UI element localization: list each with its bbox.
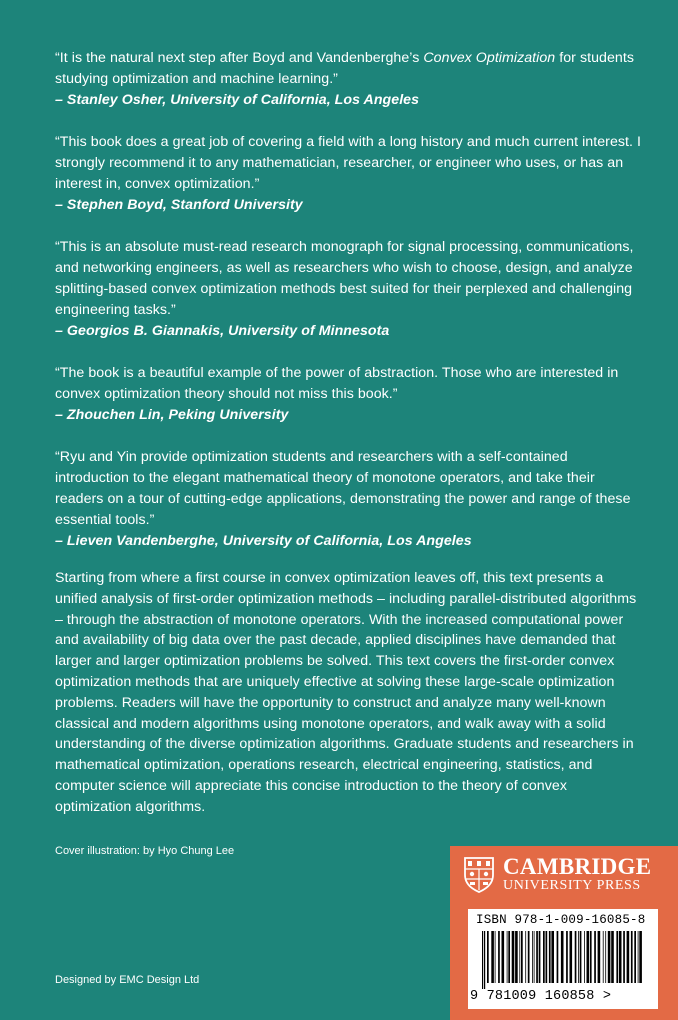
endorsements [55, 48, 645, 573]
barcode-bar [502, 931, 505, 983]
barcode-bar [519, 931, 520, 983]
endorsement-text: “The book is a beautiful example of the power of abstraction. Those who are interested in convex optimization theory should not miss this book.” [55, 365, 619, 402]
barcode-bar [627, 931, 630, 983]
barcode-bar [557, 931, 559, 983]
isbn-barcode [468, 909, 658, 1009]
barcode-bar [619, 931, 622, 983]
endorsement-vandenberghe [55, 447, 645, 552]
endorsement-author: – Stephen Boyd, Stanford University [55, 197, 303, 213]
design-credit: Designed by EMC Design Ltd [55, 974, 200, 986]
isbn-label: ISBN 978-1-009-16085-8 [476, 913, 646, 927]
barcode-bar [508, 931, 510, 983]
endorsement-text: “This book does a great job of covering a field with a long history and much current interest. I strongly recommend it to any mathematician, researcher, or engineer who uses, or has an interest in, convex optimization.” [55, 134, 642, 192]
endorsement-text: “Ryu and Yin provide optimization students and researchers with a self-contained introduction to the elegant mathematical theory of monotone operators, and take their readers on a tour of cutting-edge applications, demonstrating the power and range of these essential tools.” [55, 449, 631, 528]
endorsement-author: – Georgios B. Giannakis, University of Minnesota [55, 323, 390, 339]
endorsement-author: – Stanley Osher, University of California, Los Angeles [55, 92, 420, 108]
barcode-bar [515, 931, 518, 983]
barcode-bar [539, 931, 541, 983]
barcode-bar [532, 931, 533, 983]
barcode-bar [566, 931, 568, 983]
barcode-bar [639, 931, 642, 983]
barcode-bar [598, 931, 601, 983]
barcode-bar [578, 931, 579, 983]
barcode-bar [498, 931, 500, 983]
endorsement-boyd [55, 132, 645, 216]
barcode-bar [549, 931, 551, 983]
barcode-bar [608, 931, 611, 983]
endorsement-osher [55, 48, 645, 111]
barcode-bar [561, 931, 564, 983]
publisher-name: CAMBRIDGE [503, 854, 652, 879]
barcode-bar [623, 931, 625, 983]
barcode-bar [587, 931, 590, 983]
endorsement-author: – Lieven Vandenberghe, University of California, Los Angeles [55, 533, 472, 549]
barcode-bar [551, 931, 554, 983]
barcode-bars [480, 931, 646, 989]
endorsement-text: “This is an absolute must-read research monograph for signal processing, communications, and networking engineers, as well as researchers who wish to choose, design, and analyze splitting-based convex optimization methods best suited for their perplexed and challenging engineering tasks.” [55, 239, 634, 318]
endorsement-author: – Zhouchen Lin, Peking University [55, 407, 289, 423]
barcode-bar [536, 931, 538, 983]
barcode-bar [487, 931, 489, 983]
barcode-digits: 9 781009 160858 > [470, 989, 612, 1004]
barcode-bar [482, 931, 483, 989]
endorsement-giannakis [55, 237, 645, 342]
endorsement-lin [55, 363, 645, 426]
barcode-bar [512, 931, 515, 983]
book-title-reference: Convex Optimization [423, 50, 556, 66]
barcode-bar [528, 931, 530, 983]
barcode-bar [495, 931, 496, 983]
illustration-credit: Cover illustration: by Hyo Chung Lee [55, 845, 235, 857]
barcode-bar [638, 931, 639, 983]
barcode-bar [575, 931, 577, 983]
barcode-bar [507, 931, 508, 983]
publisher-panel [450, 846, 678, 1020]
publisher-logo [464, 856, 651, 894]
barcode-bar [570, 931, 573, 983]
barcode-bar [605, 931, 606, 983]
barcode-bar [525, 931, 526, 983]
endorsement-text: “It is the natural next step after Boyd and Vandenberghe’s Convex Optimization for students studying optimization and machine learning.” [55, 50, 634, 87]
barcode-bar [603, 931, 604, 983]
barcode-bar [634, 931, 636, 983]
barcode-bar [616, 931, 618, 983]
book-description: Starting from where a first course in convex optimization leaves off, this text presents a unified analysis of first-order optimization methods – including parallel-distributed algorithms – through the abstraction of monotone operators. With the increased computational power and availability of big data over the past decade, applied disciplines have demanded that larger and larger optimization problems be solved. This text covers the first-order convex optimization methods that are uniquely effective at solving these large-scale optimization problems. Readers will have the opportunity to construct and analyze many well-known classical and modern algorithms using monotone operators, and walk away with a solid understanding of the diverse optimization algorithms. Graduate students and researchers in mathematical optimization, operations research, electrical engineering, statistics, and computer science will appreciate this concise introduction to the theory of convex optimization algorithms. [55, 570, 637, 815]
barcode-bar [580, 931, 582, 983]
barcode-bar [521, 931, 523, 983]
barcode-bar [484, 931, 485, 989]
crest-icon [464, 857, 494, 893]
barcode-bar [590, 931, 592, 983]
barcode-bar [546, 931, 548, 983]
barcode-bar [584, 931, 585, 983]
publisher-subname: UNIVERSITY PRESS [503, 878, 641, 893]
barcode-bar [534, 931, 535, 983]
barcode-bar [611, 931, 614, 983]
barcode-bar [594, 931, 596, 983]
barcode-bar [491, 931, 494, 983]
barcode-bar [543, 931, 545, 983]
barcode-bar [631, 931, 633, 983]
